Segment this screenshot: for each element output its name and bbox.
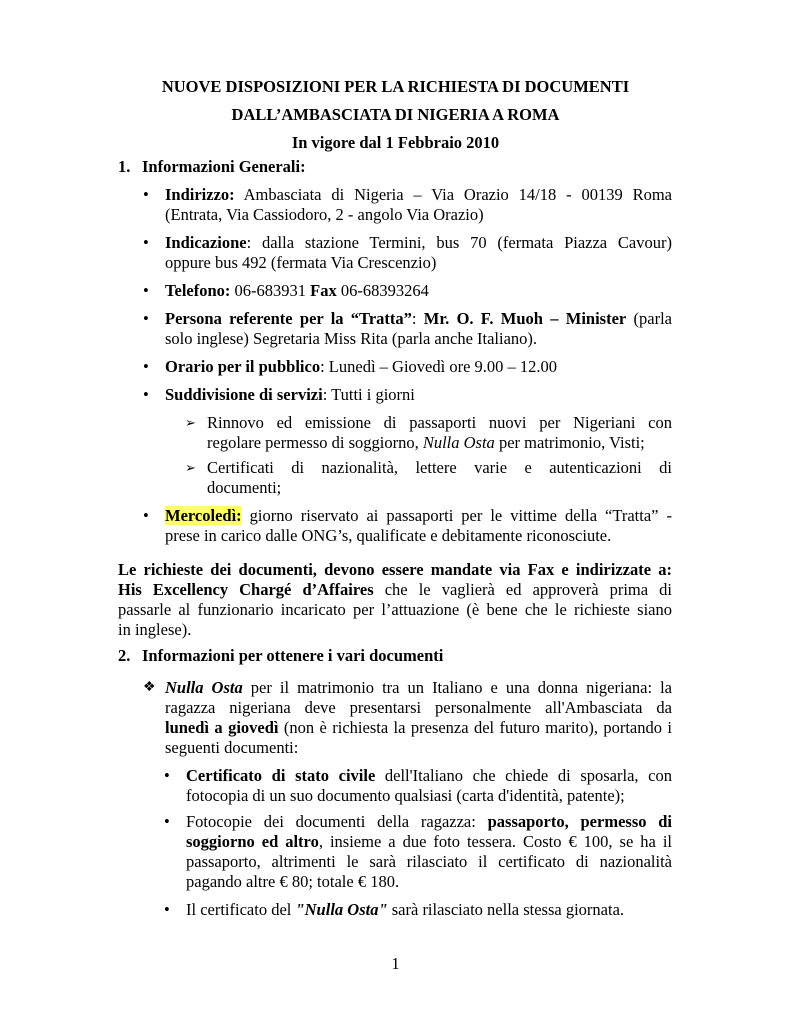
bullet-icon: • [143,506,149,525]
doc2-bold-1: passaporto, permesso di [487,812,673,831]
sub1-nulla-osta: Nulla Osta [422,433,495,452]
suddivisione-label: Suddivisione di servizi [165,385,323,404]
orario-text: : Lunedì – Giovedì ore 9.00 – 12.00 [320,357,558,376]
bullet-indicazione [143,233,672,273]
mercoledi-text: giorno riservato ai passaporti per le vittime della “Tratta” - [241,506,672,525]
telefono-label: Telefono: [165,281,231,300]
richieste-line1: Le richieste dei documenti, devono essere mandate via Fax e indirizzate a: [118,560,672,579]
nulla-line3: (non è richiesta la presenza del futuro marito), portando i [278,718,672,737]
section-2-heading [118,646,443,666]
section-1-heading [118,157,306,177]
title-line-2: DALL’AMBASCIATA DI NIGERIA A ROMA [231,105,560,124]
suddivisione-text: : Tutti i giorni [322,385,415,404]
doc3-pre: Il certificato del [186,900,296,919]
indirizzo-address: Ambasciata di Nigeria – Via Orazio 14/18 - 00139 Roma [234,185,672,204]
section-1-title: Informazioni Generali: [142,157,306,176]
diamond-bullet-icon: ❖ [143,680,156,695]
persona-label: Persona referente per la “Tratta” [165,309,412,328]
sub1-line1: Rinnovo ed emissione di passaporti nuovi per Nigeriani con [207,413,672,432]
lunedi-giovedi: lunedì a giovedì [165,718,279,737]
doc1-line2: fotocopia di un suo documento qualsiasi (carta d'identità, patente); [186,786,625,805]
arrow-bullet-icon: ➢ [185,415,196,430]
bullet-telefono [143,281,672,301]
richieste-line4: in inglese). [118,620,192,639]
fax-label: Fax [310,281,337,300]
doc-certificato-stato-civile [164,766,672,806]
section-2-title: Informazioni per ottenere i vari documenti [142,646,444,665]
bullet-icon: • [143,185,149,204]
indicazione-text: : dalla stazione Termini, bus 70 (fermata Piazza Cavour) [246,233,672,252]
doc3-post: sarà rilasciato nella stessa giornata. [387,900,625,919]
bullet-mercoledi [143,506,672,546]
persona-note: (parla [626,309,672,328]
sub2-line2: documenti; [207,478,282,497]
his-excellency: His Excellency Chargé d’Affaires [118,580,374,599]
doc2-line3: passaporto, altrimenti le sarà rilasciato il certificato di nazionalità [186,852,672,871]
sub-item-certificati [185,458,672,498]
section-1-number: 1. [118,157,131,176]
sub2-line1: Certificati di nazionalità, lettere varie e autenticazioni di [207,458,672,477]
bullet-icon: • [143,385,149,404]
title-line-1: NUOVE DISPOSIZIONI PER LA RICHIESTA DI DOCUMENTI [161,77,630,96]
nulla-line1: per il matrimonio tra un Italiano e una donna nigeriana: la [242,678,672,697]
nulla-osta-label: Nulla Osta [165,678,243,697]
bullet-persona-referente [143,309,672,349]
sub1-line2-pre: regolare permesso di soggiorno, [207,433,423,452]
nulla-line2: ragazza nigeriana deve presentarsi personalmente all'Ambasciata da [165,698,672,717]
sub1-line2-post: per matrimonio, Visti; [494,433,645,452]
arrow-bullet-icon: ➢ [185,460,196,475]
orario-label: Orario per il pubblico [165,357,321,376]
persona-name: Mr. O. F. Muoh – Minister [423,309,627,328]
mercoledi-text-2: prese in carico dalle ONG’s, qualificate e debitamente riconosciute. [165,526,612,545]
fax-number: 06-68393264 [336,281,429,300]
nulla-line4: seguenti documenti: [165,738,299,757]
doc-fotocopie [164,812,672,892]
bullet-icon: • [143,309,149,328]
indicazione-text-2: oppure bus 492 (fermata Via Crescenzio) [165,253,437,272]
nulla-osta-item [143,678,672,758]
mercoledi-highlight: Mercoledì: [165,506,242,525]
richieste-line2: che le vaglierà ed approverà prima di [373,580,673,599]
title-effective-date: In vigore dal 1 Febbraio 2010 [291,133,500,152]
sub-item-passaporti [185,413,672,453]
bullet-icon: • [143,233,149,252]
doc3-nulla-osta: "Nulla Osta" [295,900,388,919]
richieste-line3: passarle al funzionario incaricato per l’attuazione (è bene che le richieste siano [118,600,672,619]
bullet-icon: • [164,766,170,785]
bullet-icon: • [143,281,149,300]
indirizzo-label: Indirizzo: [165,185,235,204]
indirizzo-entrance: (Entrata, Via Cassiodoro, 2 - angolo Via Orazio) [165,205,484,224]
certificato-label: Certificato di stato civile [186,766,376,785]
bullet-indirizzo [143,185,672,225]
doc1-line1: dell'Italiano che chiede di sposarla, con [375,766,672,785]
indicazione-label: Indicazione [165,233,247,252]
persona-secretary: solo inglese) Segretaria Miss Rita (parla anche Italiano). [165,329,538,348]
bullet-icon: • [164,900,170,919]
bullet-icon: • [164,812,170,831]
page-number: 1 [391,954,400,973]
doc2-line2: , insieme a due foto tessera. Costo € 100, se ha il [318,832,672,851]
persona-colon: : [411,309,424,328]
doc2-line1-pre: Fotocopie dei documenti della ragazza: [186,812,488,831]
telefono-number: 06-683931 [230,281,311,300]
doc-certificato-nulla-osta [164,900,672,920]
bullet-suddivisione [143,385,672,405]
doc2-bold-2: soggiorno ed altro [186,832,319,851]
section-2-number: 2. [118,646,131,665]
bullet-orario [143,357,672,377]
richieste-paragraph [118,560,672,640]
doc2-line4: pagando altre € 80; totale € 180. [186,872,400,891]
bullet-icon: • [143,357,149,376]
